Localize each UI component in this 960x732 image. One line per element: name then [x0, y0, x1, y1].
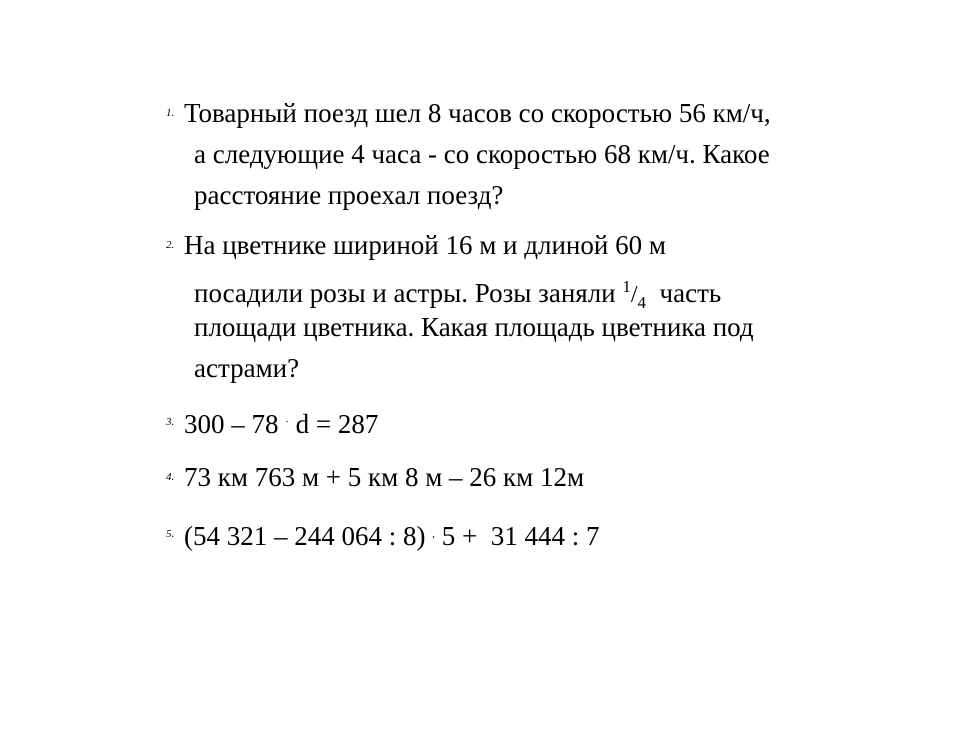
task-text-line: Товарный поезд шел 8 часов со скоростью 56 км/ч,	[184, 98, 771, 128]
expression-part: 300 – 78	[184, 409, 286, 439]
task-number: 3.	[166, 416, 175, 428]
task-text-line: астрами?	[194, 353, 300, 383]
text-after-fraction: часть	[646, 278, 722, 308]
multiplication-dot: ·	[285, 416, 289, 428]
fraction-numerator: 1	[622, 277, 631, 296]
task-expression	[184, 514, 599, 557]
task-number: 1.	[166, 107, 175, 119]
task-expression	[184, 402, 378, 445]
text-before-fraction: посадили розы и астры. Розы заняли	[194, 278, 623, 308]
fraction	[622, 277, 647, 312]
task-number: 5.	[166, 528, 175, 540]
task-text-line: площади цветника. Какая площадь цветника под	[194, 312, 754, 342]
task-number: 4.	[166, 471, 175, 483]
task-text-line: расстояние проехал поезд?	[194, 180, 504, 210]
expression-part: d = 287	[288, 409, 379, 439]
task-number: 2.	[166, 239, 175, 251]
multiplication-dot: ,	[432, 528, 435, 540]
expression-part: (54 321 – 244 064 : 8)	[184, 521, 433, 551]
fraction-slash: /	[630, 282, 638, 308]
task-text-line: а следующие 4 часа - со скоростью 68 км/ч. Какое	[194, 139, 770, 169]
task-expression: 73 км 763 м + 5 км 8 м – 26 км 12м	[184, 462, 585, 492]
expression-part: 5 + 31 444 : 7	[434, 521, 600, 551]
fraction-denominator: 4	[637, 293, 647, 312]
task-text-line: На цветнике шириной 16 м и длиной 60 м	[184, 230, 666, 260]
